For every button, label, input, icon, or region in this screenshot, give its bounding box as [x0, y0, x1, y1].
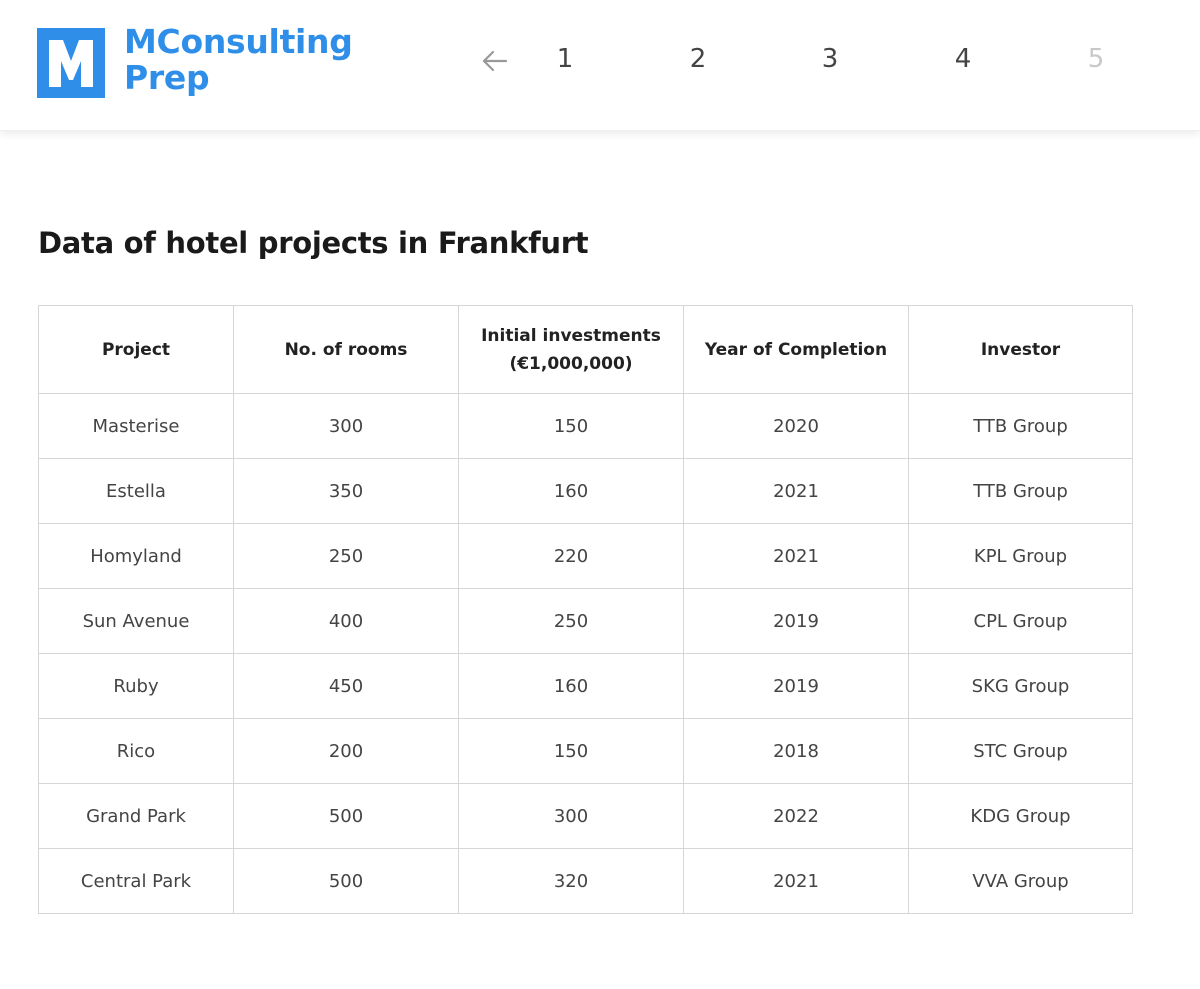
page-5-link: 5 [1087, 44, 1105, 74]
brand-logo[interactable] [37, 22, 353, 98]
cell-year: 2020 [684, 394, 909, 459]
page-4-link[interactable]: 4 [954, 44, 972, 74]
page-2-link[interactable]: 2 [689, 44, 707, 74]
table-row [39, 849, 1133, 914]
brand-name-line1: MConsulting [124, 22, 353, 61]
cell-investment: 320 [459, 849, 684, 914]
brand-name [124, 24, 353, 96]
cell-investment: 160 [459, 459, 684, 524]
brand-name-line2: Prep [124, 58, 210, 97]
cell-project: Homyland [39, 524, 234, 589]
cell-year: 2021 [684, 459, 909, 524]
cell-investor: SKG Group [909, 654, 1133, 719]
cell-rooms: 300 [234, 394, 459, 459]
cell-investor: STC Group [909, 719, 1133, 784]
cell-rooms: 250 [234, 524, 459, 589]
column-header-investment-line2: (€1,000,000) [509, 353, 633, 374]
cell-year: 2018 [684, 719, 909, 784]
cell-investment: 150 [459, 719, 684, 784]
cell-investor: CPL Group [909, 589, 1133, 654]
cell-project: Sun Avenue [39, 589, 234, 654]
cell-investment: 160 [459, 654, 684, 719]
cell-rooms: 200 [234, 719, 459, 784]
table-row [39, 589, 1133, 654]
cell-investor: KDG Group [909, 784, 1133, 849]
cell-rooms: 400 [234, 589, 459, 654]
table-header-row [39, 306, 1133, 394]
table-row [39, 719, 1133, 784]
column-header-investment [459, 306, 684, 394]
table-row [39, 524, 1133, 589]
cell-project: Central Park [39, 849, 234, 914]
table-row [39, 459, 1133, 524]
cell-investment: 150 [459, 394, 684, 459]
cell-year: 2021 [684, 849, 909, 914]
table-row [39, 654, 1133, 719]
cell-investor: VVA Group [909, 849, 1133, 914]
column-header-rooms: No. of rooms [234, 306, 459, 394]
table-row [39, 784, 1133, 849]
cell-investor: KPL Group [909, 524, 1133, 589]
cell-rooms: 500 [234, 849, 459, 914]
cell-investor: TTB Group [909, 394, 1133, 459]
column-header-project: Project [39, 306, 234, 394]
cell-rooms: 350 [234, 459, 459, 524]
cell-year: 2019 [684, 654, 909, 719]
cell-rooms: 450 [234, 654, 459, 719]
cell-investment: 220 [459, 524, 684, 589]
page-1-link[interactable]: 1 [556, 44, 574, 74]
cell-project: Masterise [39, 394, 234, 459]
arrow-left-icon[interactable] [480, 46, 510, 76]
cell-project: Grand Park [39, 784, 234, 849]
logo-m-icon [37, 28, 105, 98]
cell-investor: TTB Group [909, 459, 1133, 524]
column-header-investor: Investor [909, 306, 1133, 394]
hotel-projects-table [38, 305, 1133, 914]
column-header-year: Year of Completion [684, 306, 909, 394]
cell-project: Rico [39, 719, 234, 784]
page-3-link[interactable]: 3 [821, 44, 839, 74]
cell-investment: 250 [459, 589, 684, 654]
cell-year: 2022 [684, 784, 909, 849]
page-title: Data of hotel projects in Frankfurt [38, 226, 589, 260]
cell-year: 2019 [684, 589, 909, 654]
table-row [39, 394, 1133, 459]
cell-investment: 300 [459, 784, 684, 849]
cell-year: 2021 [684, 524, 909, 589]
cell-rooms: 500 [234, 784, 459, 849]
cell-project: Estella [39, 459, 234, 524]
cell-project: Ruby [39, 654, 234, 719]
top-header [0, 0, 1200, 131]
column-header-investment-line1: Initial investments [481, 325, 661, 346]
